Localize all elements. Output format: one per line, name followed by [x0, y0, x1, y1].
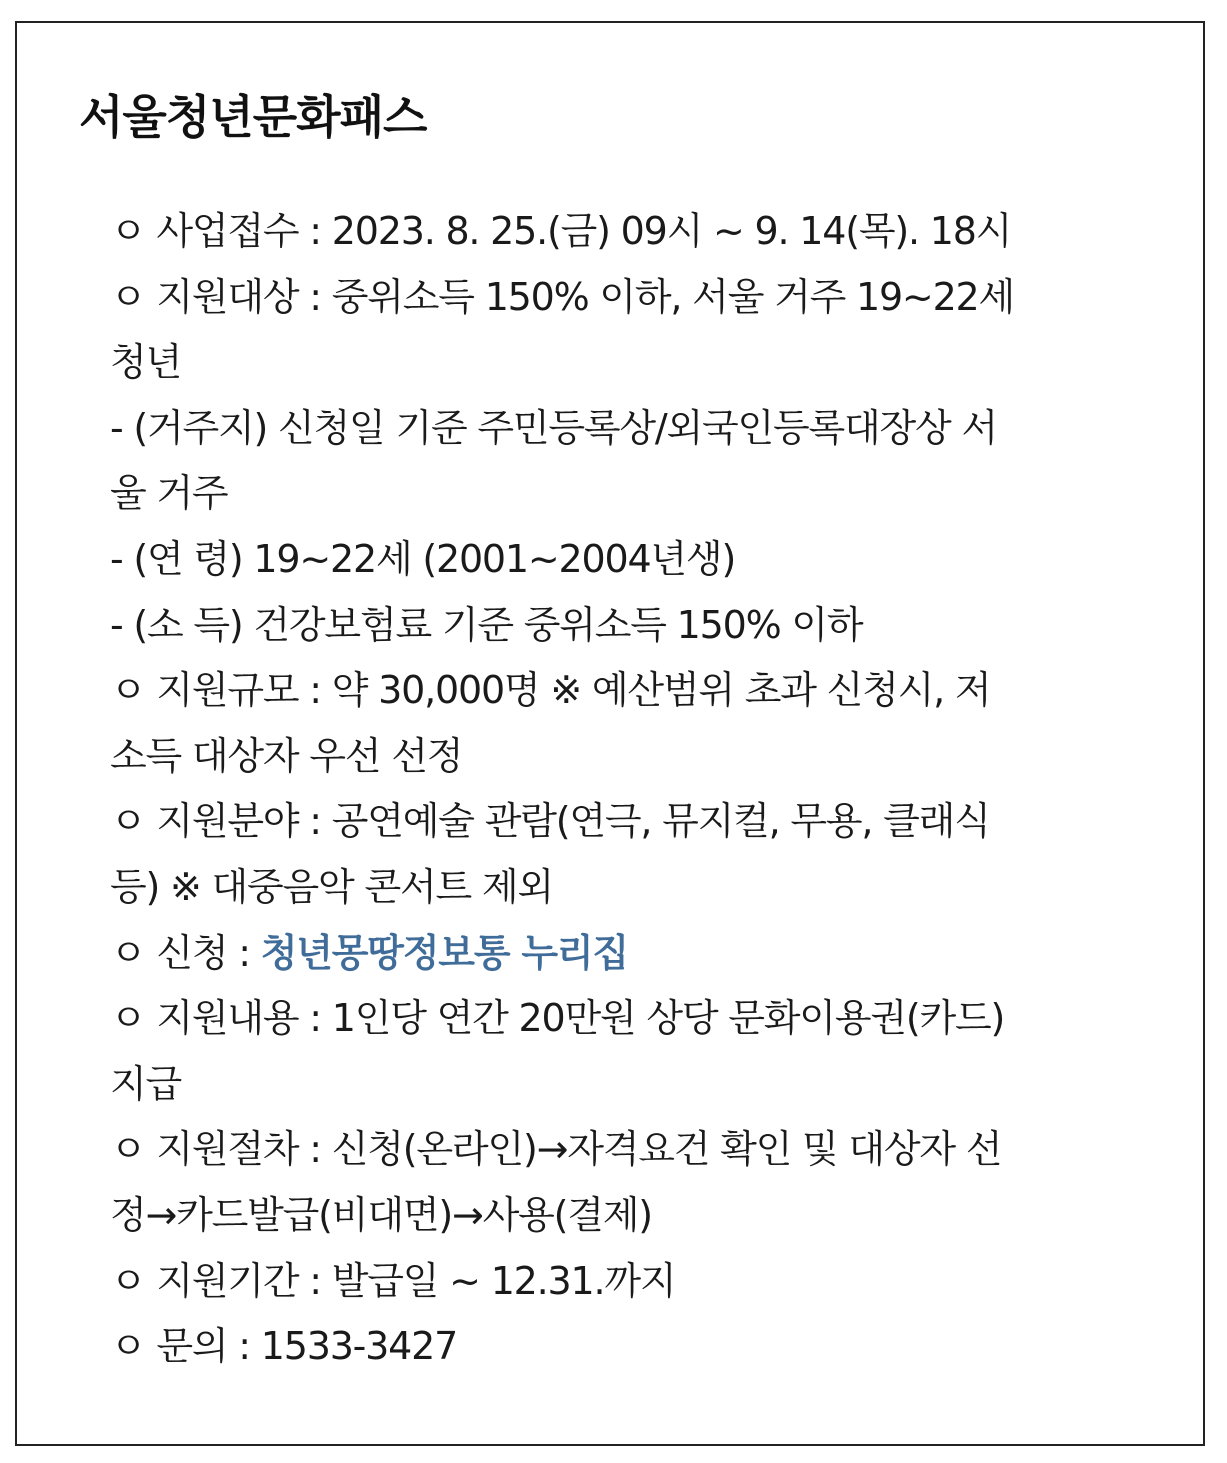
support-field-cont: 등) ※ 대중음악 콘서트 제외: [110, 864, 553, 909]
support-content-cont: 지급: [110, 1061, 182, 1106]
application-method-label: ㅇ 신청 :: [110, 930, 261, 975]
income-criteria: - (소 득) 건강보험료 기준 중위소득 150% 이하: [110, 602, 863, 647]
support-scale-cont: 소득 대상자 우선 선정: [110, 733, 463, 778]
age-criteria: - (연 령) 19~22세 (2001~2004년생): [110, 536, 736, 581]
support-content: ㅇ 지원내용 : 1인당 연간 20만원 상당 문화이용권(카드): [110, 996, 1005, 1041]
youth-portal-link[interactable]: 청년몽땅정보통 누리집: [260, 930, 628, 975]
support-field: ㅇ 지원분야 : 공연예술 관람(연극, 뮤지컬, 무용, 클래식: [110, 799, 990, 844]
residence-criteria: - (거주지) 신청일 기준 주민등록상/외국인등록대장상 서: [110, 405, 997, 450]
residence-criteria-cont: 울 거주: [110, 471, 228, 516]
support-scale: ㅇ 지원규모 : 약 30,000명 ※ 예산범위 초과 신청시, 저: [110, 668, 991, 713]
inquiry: ㅇ 문의 : 1533-3427: [110, 1324, 458, 1369]
page-title: 서울청년문화패스: [79, 90, 427, 144]
application-period: ㅇ 사업접수 : 2023. 8. 25.(금) 09시 ~ 9. 14(목). 18시: [110, 209, 1012, 253]
eligibility: ㅇ 지원대상 : 중위소득 150% 이하, 서울 거주 19~22세: [110, 274, 1015, 319]
support-procedure: ㅇ 지원절차 : 신청(온라인)→자격요건 확인 및 대상자 선: [110, 1127, 1002, 1172]
info-card: [15, 21, 1205, 1446]
support-period: ㅇ 지원기간 : 발급일 ~ 12.31.까지: [110, 1258, 676, 1303]
support-procedure-cont: 정→카드발급(비대면)→사용(결제): [110, 1192, 652, 1237]
info-content: [110, 199, 1150, 1380]
eligibility-cont: 청년: [110, 340, 182, 385]
application-method: [110, 921, 1150, 987]
